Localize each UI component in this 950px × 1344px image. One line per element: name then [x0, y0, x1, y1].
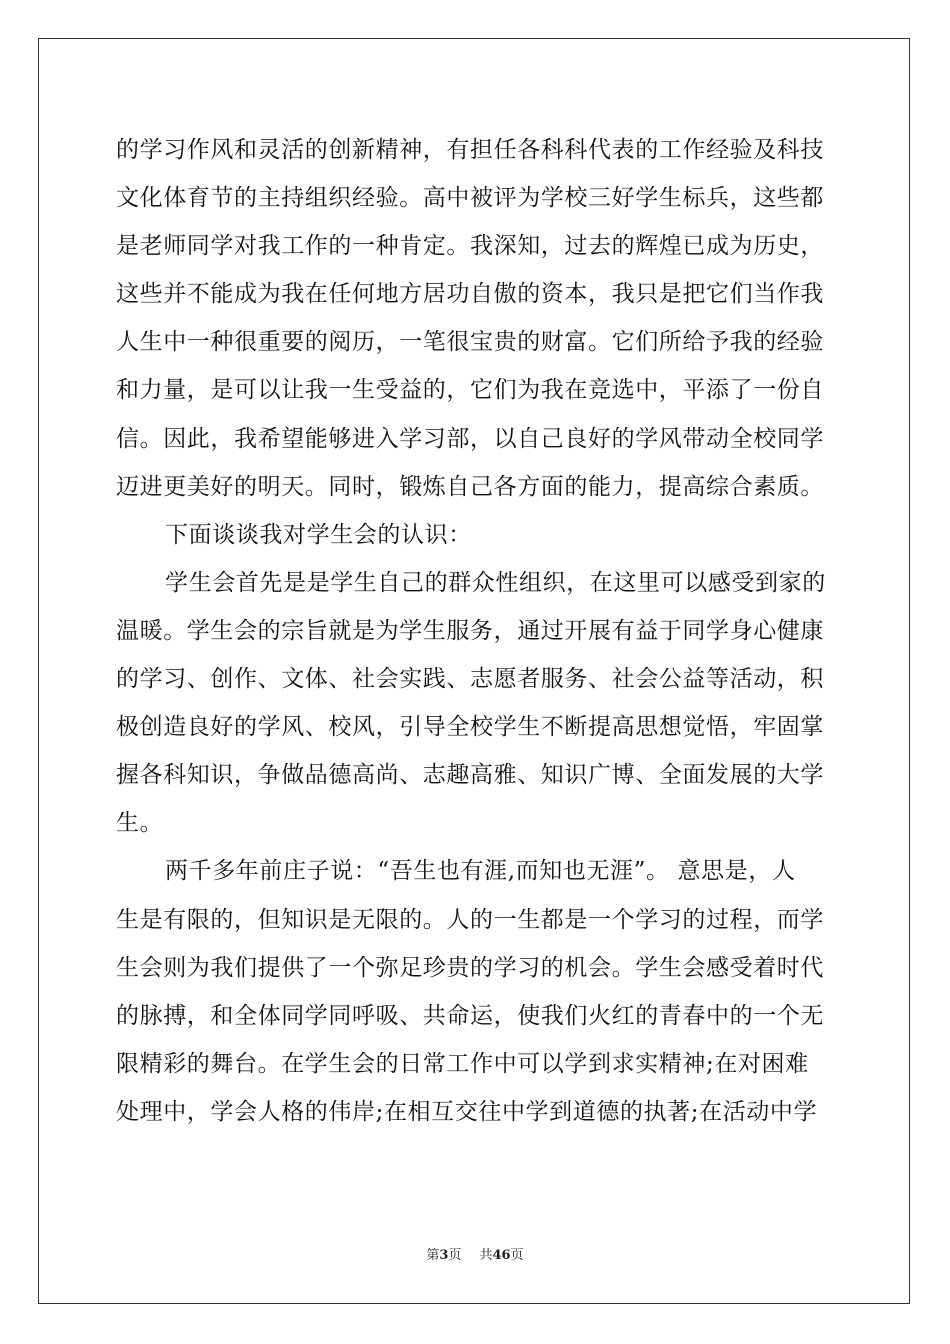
text-line: 文化体育节的主持组织经验。高中被评为学校三好学生标兵，这些都 [116, 185, 824, 212]
text-line: 两千多年前庄子说：“吾生也有涯,而知也无涯”。 意思是，人 [165, 858, 796, 885]
text-line: 下面谈谈我对学生会的认识： [165, 521, 472, 548]
text-line: 生。 [116, 810, 164, 837]
text-line: 生会则为我们提供了一个弥足珍贵的学习的机会。学生会感受着时代 [116, 954, 824, 981]
text-line: 是老师同学对我工作的一种肯定。我深知，过去的辉煌已成为历史， [116, 233, 824, 260]
page-number: 3 [439, 1248, 449, 1263]
page-footer [0, 1244, 950, 1263]
total-prefix: 共 [479, 1248, 493, 1263]
text-line: 生是有限的，但知识是无限的。人的一生都是一个学习的过程，而学 [116, 906, 824, 933]
text-line: 的学习、创作、文体、社会实践、志愿者服务、社会公益等活动，积 [116, 666, 824, 693]
text-line: 信。因此，我希望能够进入学习部，以自己良好的学风带动全校同学 [116, 425, 824, 452]
text-line: 限精彩的舞台。在学生会的日常工作中可以学到求实精神;在对困难 [116, 1050, 809, 1077]
text-line: 温暖。学生会的宗旨就是为学生服务，通过开展有益于同学身心健康 [116, 617, 824, 644]
text-line: 极创造良好的学风、校风，引导全校学生不断提高思想觉悟，牢固掌 [116, 714, 824, 741]
text-line: 这些并不能成为我在任何地方居功自傲的资本，我只是把它们当作我 [116, 281, 824, 308]
text-line: 处理中，学会人格的伟岸;在相互交往中学到道德的执著;在活动中学 [116, 1098, 818, 1125]
total-suffix: 页 [510, 1248, 524, 1263]
document-body [116, 126, 834, 1136]
page-suffix: 页 [448, 1248, 462, 1263]
text-line: 的学习作风和灵活的创新精神，有担任各科科代表的工作经验及科技 [116, 137, 824, 163]
page-prefix: 第 [426, 1248, 440, 1263]
text-line: 人生中一种很重要的阅历，一笔很宝贵的财富。它们所给予我的经验 [116, 329, 824, 356]
text-line: 握各科知识，争做品德高尚、志趣高雅、知识广博、全面发展的大学 [116, 762, 824, 789]
text-line: 迈进更美好的明天。同时，锻炼自己各方面的能力，提高综合素质。 [116, 473, 824, 500]
total-pages: 46 [492, 1248, 511, 1263]
text-line: 和力量，是可以让我一生受益的，它们为我在竞选中，平添了一份自 [116, 377, 824, 404]
text-line: 的脉搏，和全体同学同呼吸、共命运，使我们火红的青春中的一个无 [116, 1002, 824, 1029]
text-line: 学生会首先是是学生自己的群众性组织，在这里可以感受到家的 [165, 569, 826, 596]
